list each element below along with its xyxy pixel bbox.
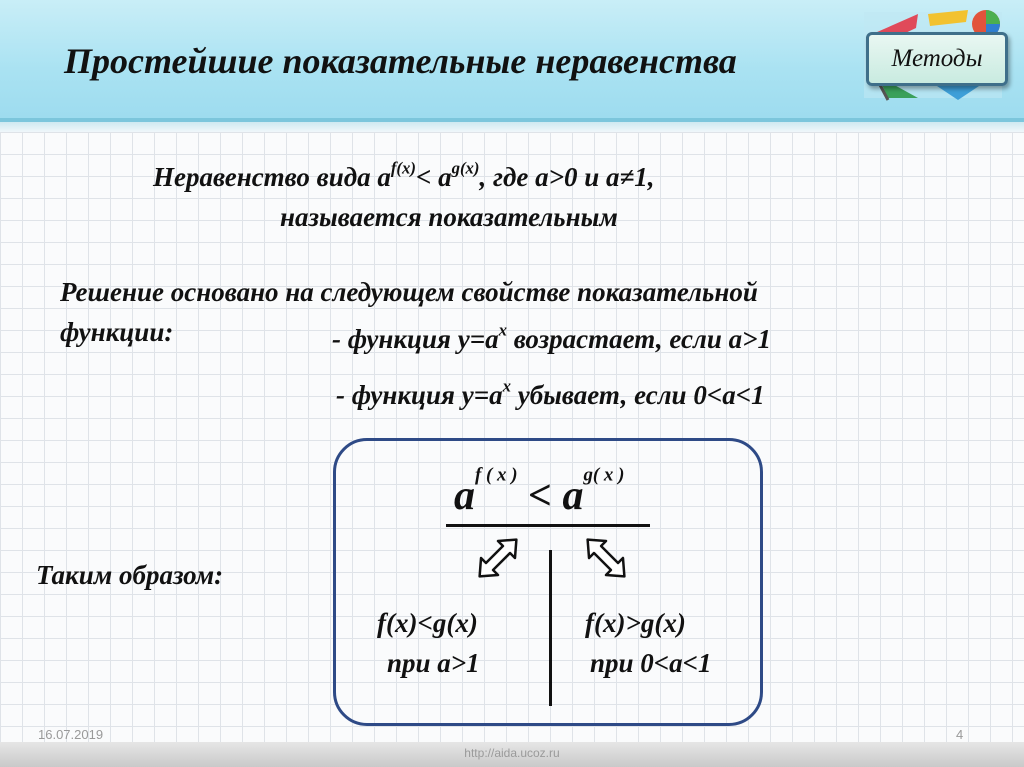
- solution-intro-line-2: функции:: [60, 317, 174, 347]
- definition-exponent-2: g(x): [451, 158, 480, 178]
- definition-suffix: , где a>0 и a≠1,: [479, 162, 655, 192]
- definition-exponent-1: f(x): [390, 158, 416, 178]
- solution-intro-line-1: Решение основано на следующем свойстве показательной: [60, 277, 758, 307]
- definition-line-2: называется показательным: [280, 202, 618, 232]
- right-case-base: при 0<a<1: [590, 648, 712, 678]
- left-case-condition: f(x)<g(x): [377, 608, 478, 638]
- property-1-end: возрастает, если a>1: [506, 324, 772, 354]
- footer-date: 16.07.2019: [38, 727, 104, 742]
- right-case-condition: f(x)>g(x): [585, 608, 686, 638]
- definition-line-1: [153, 158, 655, 193]
- conclusion-label: Таким образом:: [36, 560, 224, 590]
- formula-operator: <: [517, 473, 563, 519]
- left-case-base: при a>1: [387, 648, 480, 678]
- case-divider: [549, 550, 552, 706]
- definition-mid: < a: [415, 162, 452, 192]
- property-decreasing: [336, 376, 765, 411]
- property-2-exponent: x: [502, 376, 511, 396]
- formula-base-1: a: [454, 473, 475, 519]
- page-title: Простейшие показательные неравенства: [64, 41, 737, 81]
- property-1-exponent: x: [498, 320, 507, 340]
- header-divider: [0, 122, 1024, 132]
- footer-url: http://aida.ucoz.ru: [464, 746, 560, 760]
- formula-exponent-1: f ( x ): [475, 464, 518, 486]
- double-arrow-left-icon: [470, 530, 526, 586]
- property-increasing: [332, 320, 772, 355]
- property-2-end: убывает, если 0<a<1: [510, 380, 765, 410]
- methods-button[interactable]: Методы: [866, 32, 1008, 86]
- page-number: 4: [956, 727, 964, 742]
- formula-base-2: a: [562, 473, 584, 519]
- inequality-formula: [454, 464, 625, 520]
- double-arrow-right-icon: [578, 530, 634, 586]
- property-2-start: - функция y=a: [336, 380, 503, 410]
- formula-exponent-2: g( x ): [583, 464, 625, 486]
- property-1-start: - функция y=a: [332, 324, 499, 354]
- definition-prefix: Неравенство вида a: [153, 162, 391, 192]
- formula-underline: [446, 524, 650, 527]
